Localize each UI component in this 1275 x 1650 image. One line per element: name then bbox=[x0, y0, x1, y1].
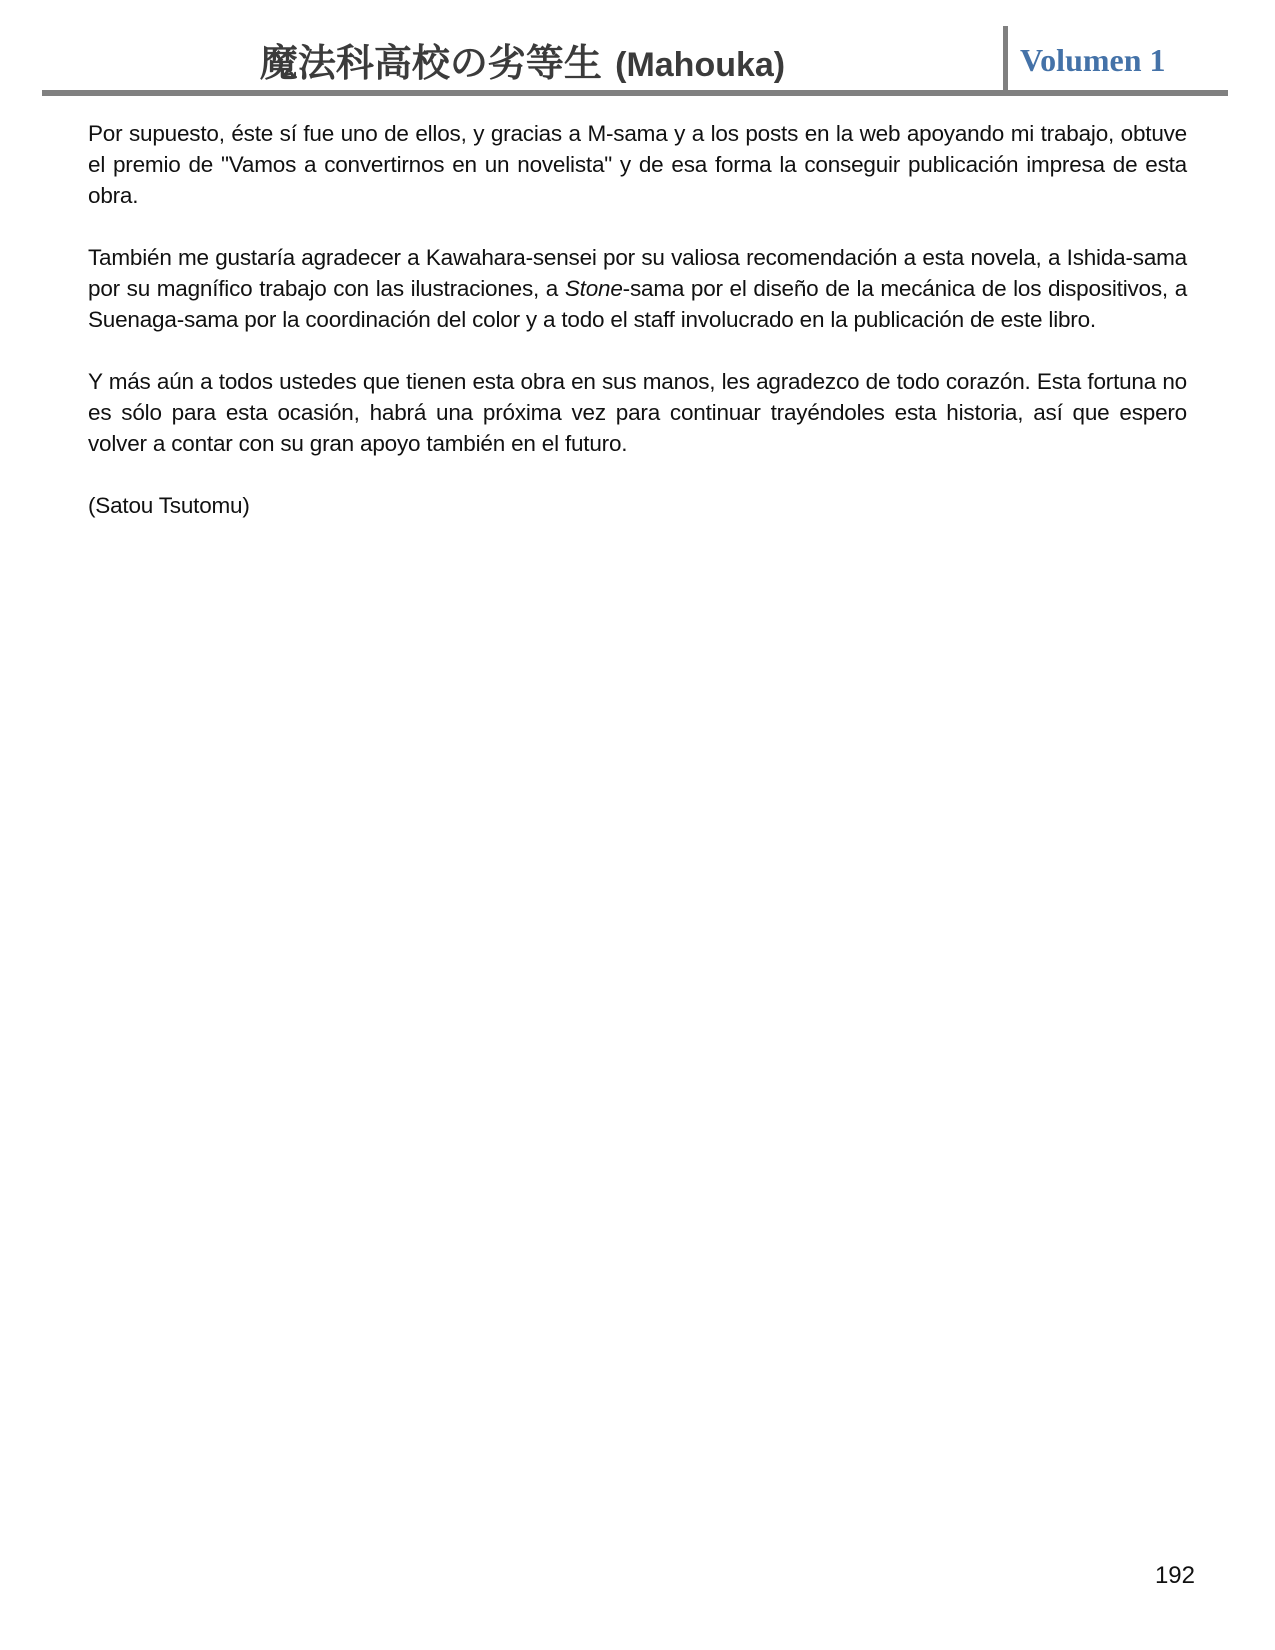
header-volume-area bbox=[1020, 0, 1228, 90]
header-vertical-divider bbox=[1003, 26, 1008, 90]
paragraph-acknowledgement-staff bbox=[88, 242, 1187, 335]
volume-label: Volumen 1 bbox=[1020, 42, 1166, 78]
header-horizontal-rule bbox=[42, 90, 1228, 96]
header-title-area bbox=[42, 0, 1003, 90]
paragraph-acknowledgement-readers: Y más aún a todos ustedes que tienen esta obra en sus manos, les agradezco de todo corazón. Esta fortuna no es sólo para esta ocasión, habrá una próxima vez para continuar trayéndoles esta historia, así que espero volver a contar con su gran apoyo también en el futuro. bbox=[88, 369, 1187, 456]
paragraph-2-before-italic: También me gustaría agradecer a Kawahara-sensei por su valiosa recomendación a esta novela, a Ishida-sama por su magnífico trabajo con las ilustraciones, a bbox=[88, 245, 1187, 301]
paragraph-2-after-italic: -sama por el diseño de la mecánica de los dispositivos, a Suenaga-sama por la coordinación del color y a todo el staff involucrado en la publicación de este libro. bbox=[88, 276, 1188, 332]
page-header bbox=[42, 0, 1228, 90]
document-title bbox=[259, 41, 786, 85]
author-signature: (Satou Tsutomu) bbox=[88, 493, 250, 518]
paragraph-acknowledgement-award: Por supuesto, éste sí fue uno de ellos, y gracias a M-sama y a los posts en la web apoyando mi trabajo, obtuve el premio de "Vamos a convertirnos en un novelista" y de esa forma la conseguir publicación impresa de esta obra. bbox=[88, 121, 1187, 208]
document-body bbox=[88, 118, 1187, 552]
document-title-latin: (Mahouka) bbox=[615, 46, 786, 84]
page-number: 192 bbox=[1154, 1562, 1195, 1589]
document-title-japanese: 魔法科高校の劣等生 bbox=[259, 41, 602, 85]
paragraph-2-italic-word: Stone bbox=[564, 276, 623, 301]
